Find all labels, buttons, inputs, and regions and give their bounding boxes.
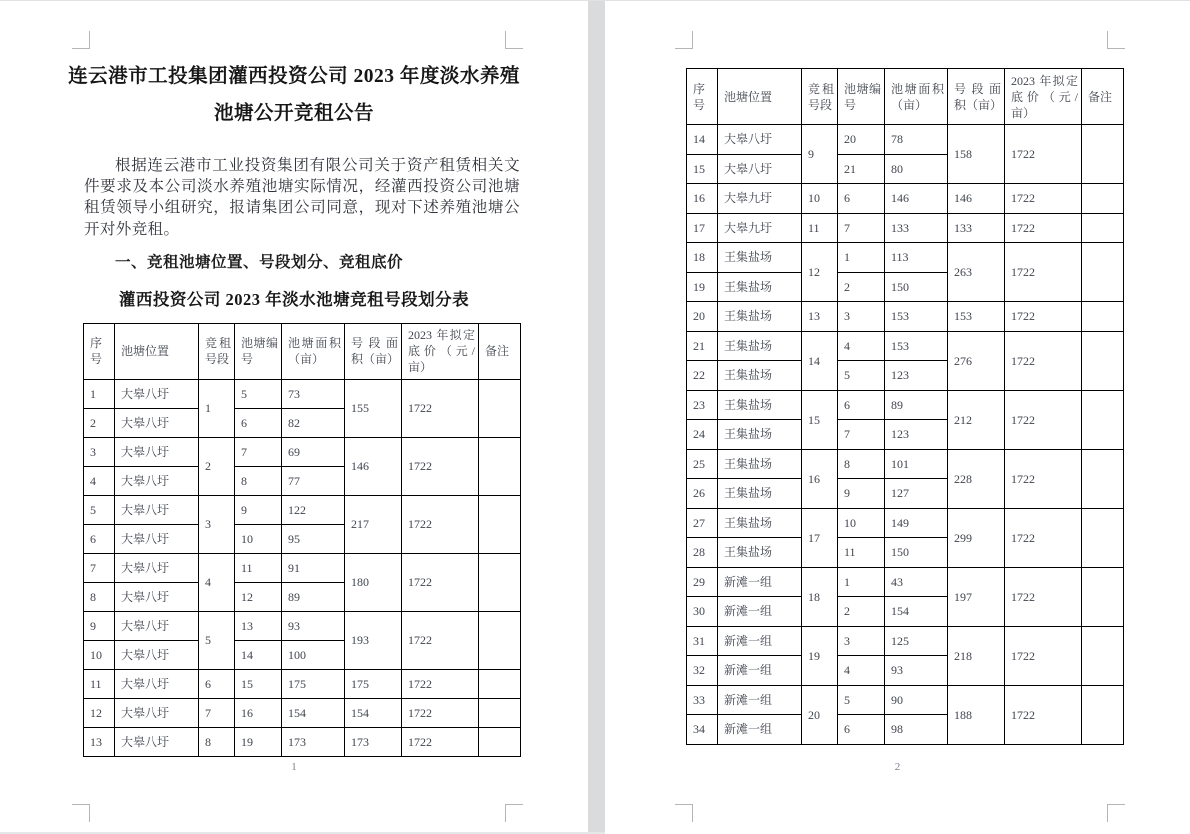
cell-segment-area: 276 (948, 331, 1005, 390)
cell-remark (1082, 243, 1124, 302)
cell-segment-area: 133 (948, 213, 1005, 243)
cell-location: 王集盐场 (718, 272, 802, 302)
cell-pond-area: 173 (282, 727, 345, 756)
cell-price: 1722 (1005, 213, 1082, 243)
cell-segment: 13 (802, 302, 838, 332)
cell-pond-no: 6 (838, 184, 885, 214)
cell-remark (1082, 302, 1124, 332)
cell-pond-no: 4 (838, 656, 885, 686)
table-row (687, 449, 1124, 479)
cell-segment-area: 146 (948, 184, 1005, 214)
rent-table-page2 (686, 68, 1124, 745)
cell-pond-no: 10 (838, 508, 885, 538)
cell-pond-no: 2 (838, 597, 885, 627)
cell-location: 王集盐场 (718, 479, 802, 509)
cell-segment: 12 (802, 243, 838, 302)
cell-price: 1722 (402, 669, 479, 698)
cell-segment-area: 299 (948, 508, 1005, 567)
cell-seq: 17 (687, 213, 718, 243)
cell-seq: 12 (84, 698, 115, 727)
cell-pond-no: 6 (235, 408, 282, 437)
cell-segment-area: 193 (345, 611, 402, 669)
cell-price: 1722 (1005, 390, 1082, 449)
cell-location: 新滩一组 (718, 597, 802, 627)
cell-price: 1722 (402, 437, 479, 495)
cell-remark (1082, 508, 1124, 567)
document-title (28, 58, 560, 132)
cell-seq: 8 (84, 582, 115, 611)
cell-pond-area: 73 (282, 379, 345, 408)
cell-segment: 1 (199, 379, 235, 437)
cell-seq: 24 (687, 420, 718, 450)
table-row (687, 184, 1124, 214)
cell-pond-no: 8 (235, 466, 282, 495)
cell-price: 1722 (1005, 184, 1082, 214)
cell-pond-area: 91 (282, 553, 345, 582)
cell-remark (479, 669, 521, 698)
cell-segment: 15 (802, 390, 838, 449)
margin-corner-mark (505, 804, 523, 822)
cell-location: 大皋八圩 (115, 727, 199, 756)
cell-price: 1722 (402, 379, 479, 437)
cell-segment: 6 (199, 669, 235, 698)
cell-location: 大皋八圩 (115, 611, 199, 640)
cell-seq: 26 (687, 479, 718, 509)
header-location: 池塘位置 (718, 69, 802, 125)
cell-location: 大皋八圩 (718, 154, 802, 184)
margin-corner-mark (1107, 804, 1125, 822)
cell-pond-no: 6 (838, 715, 885, 745)
cell-seq: 16 (687, 184, 718, 214)
table-row (687, 243, 1124, 273)
cell-price: 1722 (1005, 449, 1082, 508)
header-segment: 竞租号段 (199, 323, 235, 379)
cell-pond-area: 82 (282, 408, 345, 437)
cell-pond-area: 127 (885, 479, 948, 509)
cell-location: 新滩一组 (718, 715, 802, 745)
cell-location: 新滩一组 (718, 656, 802, 686)
cell-pond-no: 15 (235, 669, 282, 698)
cell-remark (479, 553, 521, 611)
table-row (687, 213, 1124, 243)
table-row (687, 626, 1124, 656)
cell-segment-area: 188 (948, 685, 1005, 744)
cell-pond-area: 153 (885, 302, 948, 332)
cell-location: 大皋八圩 (115, 437, 199, 466)
cell-segment: 14 (802, 331, 838, 390)
header-price: 2023 年拟定底价（元/亩） (402, 323, 479, 379)
document-title-line2: 池塘公开竞租公告 (213, 103, 374, 124)
cell-pond-no: 1 (838, 567, 885, 597)
cell-segment: 7 (199, 698, 235, 727)
cell-price: 1722 (402, 698, 479, 727)
header-price: 2023 年拟定底价（元/亩） (1005, 69, 1082, 125)
cell-seq: 34 (687, 715, 718, 745)
cell-seq: 3 (84, 437, 115, 466)
cell-remark (479, 379, 521, 437)
cell-pond-area: 100 (282, 640, 345, 669)
cell-price: 1722 (1005, 567, 1082, 626)
header-segment-area: 号段面积（亩） (345, 323, 402, 379)
page-2 (605, 1, 1190, 834)
cell-segment: 4 (199, 553, 235, 611)
cell-location: 大皋八圩 (718, 125, 802, 155)
cell-seq: 33 (687, 685, 718, 715)
cell-segment-area: 217 (345, 495, 402, 553)
table-row (687, 508, 1124, 538)
cell-segment-area: 173 (345, 727, 402, 756)
cell-pond-no: 16 (235, 698, 282, 727)
cell-segment-area: 228 (948, 449, 1005, 508)
cell-pond-no: 10 (235, 524, 282, 553)
margin-corner-mark (505, 31, 523, 49)
cell-location: 新滩一组 (718, 626, 802, 656)
cell-price: 1722 (1005, 508, 1082, 567)
cell-pond-area: 125 (885, 626, 948, 656)
cell-seq: 27 (687, 508, 718, 538)
cell-pond-no: 9 (235, 495, 282, 524)
table-row (84, 553, 521, 582)
cell-pond-no: 4 (838, 331, 885, 361)
cell-segment-area: 197 (948, 567, 1005, 626)
cell-pond-no: 21 (838, 154, 885, 184)
header-pond-area: 池塘面积（亩） (885, 69, 948, 125)
cell-remark (1082, 449, 1124, 508)
cell-pond-no: 1 (838, 243, 885, 273)
cell-segment: 19 (802, 626, 838, 685)
cell-pond-area: 89 (282, 582, 345, 611)
cell-location: 大皋八圩 (115, 466, 199, 495)
cell-seq: 10 (84, 640, 115, 669)
cell-location: 新滩一组 (718, 567, 802, 597)
cell-seq: 25 (687, 449, 718, 479)
cell-pond-area: 150 (885, 272, 948, 302)
cell-remark (1082, 626, 1124, 685)
cell-pond-area: 149 (885, 508, 948, 538)
cell-pond-no: 11 (235, 553, 282, 582)
margin-corner-mark (72, 804, 90, 822)
cell-pond-no: 19 (235, 727, 282, 756)
cell-segment: 2 (199, 437, 235, 495)
table-row (84, 495, 521, 524)
cell-segment: 8 (199, 727, 235, 756)
cell-seq: 9 (84, 611, 115, 640)
cell-remark (1082, 213, 1124, 243)
cell-location: 新滩一组 (718, 685, 802, 715)
cell-location: 大皋八圩 (115, 408, 199, 437)
cell-location: 王集盐场 (718, 449, 802, 479)
cell-seq: 29 (687, 567, 718, 597)
cell-pond-no: 11 (838, 538, 885, 568)
page-divider (588, 1, 605, 833)
cell-price: 1722 (402, 553, 479, 611)
cell-seq: 4 (84, 466, 115, 495)
cell-pond-area: 146 (885, 184, 948, 214)
cell-pond-no: 7 (838, 213, 885, 243)
cell-location: 大皋九圩 (718, 213, 802, 243)
cell-pond-area: 175 (282, 669, 345, 698)
cell-remark (479, 611, 521, 669)
cell-price: 1722 (1005, 685, 1082, 744)
cell-pond-no: 8 (838, 449, 885, 479)
cell-pond-no: 7 (235, 437, 282, 466)
table-row (84, 437, 521, 466)
cell-segment: 10 (802, 184, 838, 214)
cell-remark (479, 727, 521, 756)
page-number: 2 (894, 761, 901, 773)
cell-location: 王集盐场 (718, 331, 802, 361)
cell-price: 1722 (1005, 243, 1082, 302)
cell-segment: 9 (802, 125, 838, 184)
cell-pond-area: 93 (282, 611, 345, 640)
cell-seq: 19 (687, 272, 718, 302)
cell-pond-no: 7 (838, 420, 885, 450)
header-pond-no: 池塘编号 (235, 323, 282, 379)
cell-location: 王集盐场 (718, 302, 802, 332)
cell-segment-area: 180 (345, 553, 402, 611)
cell-remark (1082, 125, 1124, 184)
cell-price: 1722 (402, 727, 479, 756)
cell-pond-area: 113 (885, 243, 948, 273)
cell-segment: 11 (802, 213, 838, 243)
cell-pond-no: 3 (838, 302, 885, 332)
cell-price: 1722 (1005, 626, 1082, 685)
margin-corner-mark (675, 804, 693, 822)
header-remark: 备注 (1082, 69, 1124, 125)
cell-pond-area: 69 (282, 437, 345, 466)
cell-segment-area: 153 (948, 302, 1005, 332)
cell-seq: 2 (84, 408, 115, 437)
cell-price: 1722 (402, 611, 479, 669)
header-pond-no: 池塘编号 (838, 69, 885, 125)
cell-segment-area: 212 (948, 390, 1005, 449)
table-row (84, 669, 521, 698)
cell-pond-area: 154 (282, 698, 345, 727)
table-row (687, 390, 1124, 420)
margin-corner-mark (72, 31, 90, 49)
cell-price: 1722 (402, 495, 479, 553)
table-row (687, 302, 1124, 332)
cell-pond-no: 14 (235, 640, 282, 669)
cell-segment: 3 (199, 495, 235, 553)
cell-price: 1722 (1005, 302, 1082, 332)
header-segment-area: 号段面积（亩） (948, 69, 1005, 125)
cell-location: 大皋八圩 (115, 379, 199, 408)
margin-corner-mark (675, 31, 693, 49)
cell-location: 大皋八圩 (115, 524, 199, 553)
cell-seq: 21 (687, 331, 718, 361)
cell-location: 大皋八圩 (115, 669, 199, 698)
cell-location: 大皋九圩 (718, 184, 802, 214)
cell-seq: 32 (687, 656, 718, 686)
cell-seq: 23 (687, 390, 718, 420)
cell-pond-no: 5 (838, 361, 885, 391)
table-row (84, 698, 521, 727)
cell-pond-area: 93 (885, 656, 948, 686)
header-seq: 序号 (84, 323, 115, 379)
header-location: 池塘位置 (115, 323, 199, 379)
cell-remark (479, 495, 521, 553)
cell-segment-area: 263 (948, 243, 1005, 302)
cell-price: 1722 (1005, 331, 1082, 390)
cell-seq: 14 (687, 125, 718, 155)
cell-location: 王集盐场 (718, 390, 802, 420)
cell-pond-no: 9 (838, 479, 885, 509)
cell-location: 大皋八圩 (115, 640, 199, 669)
cell-segment: 17 (802, 508, 838, 567)
cell-pond-area: 80 (885, 154, 948, 184)
cell-seq: 30 (687, 597, 718, 627)
cell-pond-area: 154 (885, 597, 948, 627)
cell-segment: 18 (802, 567, 838, 626)
cell-location: 大皋八圩 (115, 553, 199, 582)
cell-pond-area: 89 (885, 390, 948, 420)
cell-pond-area: 150 (885, 538, 948, 568)
cell-seq: 28 (687, 538, 718, 568)
cell-pond-no: 5 (235, 379, 282, 408)
cell-seq: 6 (84, 524, 115, 553)
cell-pond-area: 153 (885, 331, 948, 361)
header-segment: 竞租号段 (802, 69, 838, 125)
header-pond-area: 池塘面积（亩） (282, 323, 345, 379)
table-row (84, 611, 521, 640)
table-row (687, 125, 1124, 155)
cell-pond-no: 2 (838, 272, 885, 302)
header-seq: 序号 (687, 69, 718, 125)
cell-seq: 11 (84, 669, 115, 698)
table-header-row (84, 323, 521, 379)
cell-remark (1082, 685, 1124, 744)
cell-pond-area: 122 (282, 495, 345, 524)
cell-seq: 1 (84, 379, 115, 408)
cell-remark (1082, 390, 1124, 449)
cell-price: 1722 (1005, 125, 1082, 184)
cell-pond-area: 98 (885, 715, 948, 745)
cell-location: 王集盐场 (718, 538, 802, 568)
cell-pond-area: 77 (282, 466, 345, 495)
cell-seq: 18 (687, 243, 718, 273)
cell-location: 大皋八圩 (115, 582, 199, 611)
cell-pond-area: 123 (885, 420, 948, 450)
cell-pond-area: 133 (885, 213, 948, 243)
cell-pond-area: 101 (885, 449, 948, 479)
cell-segment-area: 175 (345, 669, 402, 698)
cell-location: 王集盐场 (718, 361, 802, 391)
cell-location: 大皋八圩 (115, 495, 199, 524)
cell-segment-area: 155 (345, 379, 402, 437)
cell-remark (479, 437, 521, 495)
table-row (687, 567, 1124, 597)
cell-seq: 22 (687, 361, 718, 391)
document-title-line1: 连云港市工投集团灌西投资公司 2023 年度淡水养殖 (68, 66, 520, 87)
cell-pond-area: 43 (885, 567, 948, 597)
cell-remark (1082, 184, 1124, 214)
cell-pond-no: 12 (235, 582, 282, 611)
table-row (687, 331, 1124, 361)
cell-seq: 31 (687, 626, 718, 656)
cell-pond-no: 20 (838, 125, 885, 155)
cell-segment: 20 (802, 685, 838, 744)
table-header-row (687, 69, 1124, 125)
cell-remark (479, 698, 521, 727)
page-number: 1 (291, 761, 297, 773)
cell-seq: 20 (687, 302, 718, 332)
cell-remark (1082, 331, 1124, 390)
cell-pond-no: 3 (838, 626, 885, 656)
cell-pond-area: 78 (885, 125, 948, 155)
cell-segment-area: 158 (948, 125, 1005, 184)
rent-table-page1 (83, 323, 521, 757)
cell-pond-no: 6 (838, 390, 885, 420)
cell-pond-no: 5 (838, 685, 885, 715)
cell-seq: 5 (84, 495, 115, 524)
cell-segment-area: 218 (948, 626, 1005, 685)
cell-seq: 13 (84, 727, 115, 756)
page-1 (0, 1, 588, 834)
cell-location: 王集盐场 (718, 243, 802, 273)
cell-pond-area: 90 (885, 685, 948, 715)
table-row (687, 685, 1124, 715)
cell-location: 王集盐场 (718, 508, 802, 538)
table-row (84, 379, 521, 408)
body-paragraph: 根据连云港市工业投资集团有限公司关于资产租赁相关文件要求及本公司淡水养殖池塘实际情况，经灌西投资公司池塘租赁领导小组研究，报请集团公司同意，现对下述养殖池塘公开对外竞租。 (84, 157, 520, 238)
table-row (84, 727, 521, 756)
cell-remark (1082, 567, 1124, 626)
cell-segment: 5 (199, 611, 235, 669)
cell-pond-area: 95 (282, 524, 345, 553)
cell-seq: 7 (84, 553, 115, 582)
cell-segment-area: 146 (345, 437, 402, 495)
margin-corner-mark (1107, 31, 1125, 49)
section-heading: 一、竞租池塘位置、号段划分、竞租底价 (115, 253, 404, 271)
cell-location: 大皋八圩 (115, 698, 199, 727)
cell-location: 王集盐场 (718, 420, 802, 450)
table-caption: 灌西投资公司 2023 年淡水池塘竞租号段划分表 (118, 289, 470, 309)
cell-pond-area: 123 (885, 361, 948, 391)
cell-segment-area: 154 (345, 698, 402, 727)
header-remark: 备注 (479, 323, 521, 379)
cell-pond-no: 13 (235, 611, 282, 640)
cell-segment: 16 (802, 449, 838, 508)
cell-seq: 15 (687, 154, 718, 184)
